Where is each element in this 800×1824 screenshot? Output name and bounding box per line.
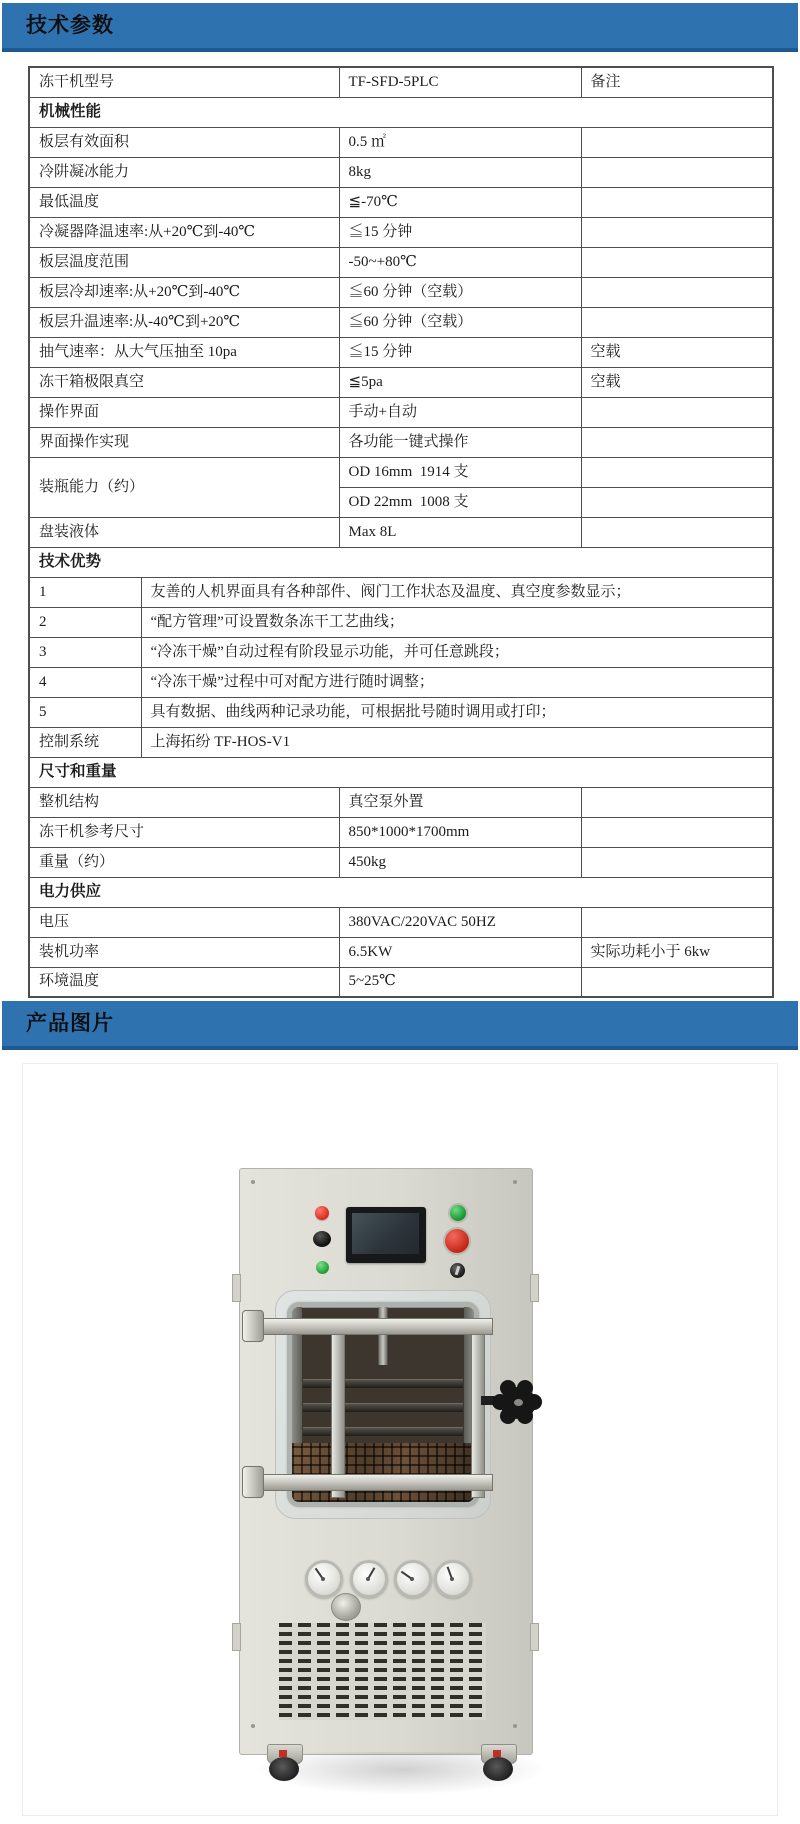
- table-cell: [581, 517, 773, 547]
- table-cell: 冷凝器降温速率:从+20℃到-40℃: [29, 217, 339, 247]
- table-cell: [581, 217, 773, 247]
- table-cell: ≦5pa: [339, 367, 581, 397]
- door-clamp-bar-vertical: [471, 1318, 485, 1498]
- table-cell: ≦15 分钟: [339, 217, 581, 247]
- table-row: [29, 817, 773, 847]
- table-cell: 冻干箱极限真空: [29, 367, 339, 397]
- table-row: [29, 217, 773, 247]
- table-cell: 板层有效面积: [29, 127, 339, 157]
- table-cell: 具有数据、曲线两种记录功能，可根据批号随时调用或打印；: [141, 697, 773, 727]
- shelf: [303, 1403, 463, 1412]
- machine-shadow: [251, 1752, 551, 1796]
- screw-icon: [251, 1724, 255, 1728]
- table-cell: 空载: [581, 367, 773, 397]
- table-cell: -50~+80℃: [339, 247, 581, 277]
- table-cell: 上海拓纷 TF-HOS-V1: [141, 727, 773, 757]
- key-switch: [450, 1263, 465, 1278]
- table-cell: 冻干机参考尺寸: [29, 817, 339, 847]
- table-row: [29, 337, 773, 367]
- table-cell: 2: [29, 607, 141, 637]
- table-cell: 友善的人机界面具有各种部件、阀门工作状态及温度、真空度参数显示；: [141, 577, 773, 607]
- table-cell: 板层冷却速率:从+20℃到-40℃: [29, 277, 339, 307]
- table-cell: 3: [29, 637, 141, 667]
- table-cell: [581, 847, 773, 877]
- table-cell: 环境温度: [29, 967, 339, 997]
- table-cell: [581, 817, 773, 847]
- table-cell: 装机功率: [29, 937, 339, 967]
- table-cell: 实际功耗小于 6kw: [581, 937, 773, 967]
- table-cell: 电力供应: [29, 877, 773, 907]
- table-cell: [581, 787, 773, 817]
- table-row: [29, 307, 773, 337]
- table-cell: 最低温度: [29, 187, 339, 217]
- table-cell: 盘装液体: [29, 517, 339, 547]
- table-row: [29, 397, 773, 427]
- selector-knob: [313, 1231, 331, 1247]
- screw-icon: [513, 1724, 517, 1728]
- side-hinge-tab: [232, 1623, 241, 1651]
- door-hinge: [242, 1466, 264, 1498]
- table-cell: 冻干机型号: [29, 67, 339, 97]
- table-cell: “冷冻干燥”过程中可对配方进行随时调整；: [141, 667, 773, 697]
- table-row: [29, 247, 773, 277]
- table-cell: 空载: [581, 337, 773, 367]
- emergency-stop-button: [445, 1229, 469, 1253]
- shelf: [303, 1427, 463, 1436]
- table-cell: [581, 247, 773, 277]
- pressure-gauge: [394, 1560, 432, 1598]
- table-cell: [581, 397, 773, 427]
- table-cell: [581, 967, 773, 997]
- table-cell: 板层温度范围: [29, 247, 339, 277]
- table-cell: “配方管理”可设置数条冻干工艺曲线；: [141, 607, 773, 637]
- table-cell: 冷阱凝冰能力: [29, 157, 339, 187]
- table-cell: 装瓶能力（约）: [29, 457, 339, 517]
- table-row: [29, 697, 773, 727]
- table-cell: 各功能一键式操作: [339, 427, 581, 457]
- press-piston: [379, 1307, 388, 1365]
- table-row: [29, 637, 773, 667]
- table-cell: 抽气速率：从大气压抽至 10pa: [29, 337, 339, 367]
- table-row: [29, 127, 773, 157]
- table-row: [29, 847, 773, 877]
- pressure-gauge: [434, 1560, 472, 1598]
- table-cell: ≦15 分钟: [339, 337, 581, 367]
- table-cell: 技术优势: [29, 547, 773, 577]
- spec-table: [28, 66, 774, 998]
- table-cell: [581, 127, 773, 157]
- side-hinge-tab: [530, 1623, 539, 1651]
- table-row: [29, 427, 773, 457]
- table-cell: OD 22mm 1008 支: [339, 487, 581, 517]
- table-cell: [581, 187, 773, 217]
- table-cell: 整机结构: [29, 787, 339, 817]
- gauge-pivot: [450, 1577, 454, 1581]
- table-row: [29, 937, 773, 967]
- key-slot: [455, 1266, 461, 1275]
- chamber-lower-mesh: [292, 1443, 474, 1502]
- section-title: 技术参数: [26, 14, 114, 37]
- side-hinge-tab: [232, 1274, 241, 1302]
- door-lock-knob: [489, 1380, 547, 1426]
- table-cell: 重量（约）: [29, 847, 339, 877]
- section-title: 产品图片: [26, 1012, 114, 1035]
- door-hinge: [242, 1310, 264, 1342]
- table-cell: 电压: [29, 907, 339, 937]
- table-row: [29, 757, 773, 787]
- spec-table-body: [29, 67, 773, 997]
- table-row: [29, 367, 773, 397]
- table-cell: 380VAC/220VAC 50HZ: [339, 907, 581, 937]
- table-row: [29, 547, 773, 577]
- table-cell: 尺寸和重量: [29, 757, 773, 787]
- table-cell: [581, 487, 773, 517]
- table-row: [29, 187, 773, 217]
- table-cell: [581, 277, 773, 307]
- table-row: [29, 577, 773, 607]
- table-cell: 备注: [581, 67, 773, 97]
- table-cell: ≦-70℃: [339, 187, 581, 217]
- table-cell: 1: [29, 577, 141, 607]
- table-row: [29, 877, 773, 907]
- table-cell: [581, 907, 773, 937]
- table-row: [29, 97, 773, 127]
- door-clamp-bar-vertical: [331, 1318, 345, 1498]
- table-cell: ≦60 分钟（空载）: [339, 277, 581, 307]
- table-cell: 板层升温速率:从-40℃到+20℃: [29, 307, 339, 337]
- table-cell: 8kg: [339, 157, 581, 187]
- pressure-gauge: [350, 1560, 388, 1598]
- table-row: [29, 967, 773, 997]
- screw-icon: [251, 1180, 255, 1184]
- table-row: [29, 607, 773, 637]
- gauge-pivot: [321, 1577, 325, 1581]
- table-cell: 界面操作实现: [29, 427, 339, 457]
- green-indicator-light: [316, 1261, 329, 1274]
- table-cell: 850*1000*1700mm: [339, 817, 581, 847]
- table-cell: OD 16mm 1914 支: [339, 457, 581, 487]
- door-clamp-bar-top: [251, 1318, 493, 1335]
- table-cell: 操作界面: [29, 397, 339, 427]
- red-indicator-light: [315, 1206, 329, 1220]
- table-cell: [581, 307, 773, 337]
- product-spec-page: [0, 3, 800, 1816]
- touchscreen-display: [346, 1207, 426, 1263]
- ventilation-grille: [279, 1623, 486, 1720]
- pressure-gauge: [305, 1560, 343, 1598]
- table-cell: 机械性能: [29, 97, 773, 127]
- table-cell: 4: [29, 667, 141, 697]
- table-cell: 5~25℃: [339, 967, 581, 997]
- gauge-pivot: [366, 1577, 370, 1581]
- table-cell: 0.5 ㎡: [339, 127, 581, 157]
- table-row: [29, 277, 773, 307]
- table-row: [29, 517, 773, 547]
- product-photo: [22, 1063, 778, 1816]
- table-cell: TF-SFD-5PLC: [339, 67, 581, 97]
- drain-port: [331, 1593, 361, 1621]
- table-cell: 真空泵外置: [339, 787, 581, 817]
- table-row: [29, 907, 773, 937]
- section-header-tech-params: [2, 3, 798, 52]
- gauge-pivot: [410, 1577, 414, 1581]
- table-cell: 450kg: [339, 847, 581, 877]
- knob-center-hole: [514, 1399, 523, 1406]
- table-cell: 6.5KW: [339, 937, 581, 967]
- shelf: [303, 1379, 463, 1388]
- screw-icon: [513, 1180, 517, 1184]
- table-cell: 手动+自动: [339, 397, 581, 427]
- table-cell: 控制系统: [29, 727, 141, 757]
- side-hinge-tab: [530, 1274, 539, 1302]
- table-cell: 5: [29, 697, 141, 727]
- table-cell: [581, 457, 773, 487]
- table-row: [29, 787, 773, 817]
- table-row: [29, 457, 773, 487]
- table-cell: ≦60 分钟（空载）: [339, 307, 581, 337]
- table-cell: [581, 427, 773, 457]
- touchscreen-glass: [352, 1213, 419, 1254]
- table-row: [29, 727, 773, 757]
- table-row: [29, 67, 773, 97]
- table-cell: [581, 157, 773, 187]
- section-header-product-images: [2, 1001, 798, 1050]
- door-clamp-bar-bottom: [251, 1474, 493, 1491]
- table-cell: Max 8L: [339, 517, 581, 547]
- table-row: [29, 667, 773, 697]
- table-row: [29, 157, 773, 187]
- table-cell: “冷冻干燥”自动过程有阶段显示功能，并可任意跳段；: [141, 637, 773, 667]
- start-button: [450, 1205, 466, 1221]
- freeze-dryer-machine: [239, 1168, 531, 1753]
